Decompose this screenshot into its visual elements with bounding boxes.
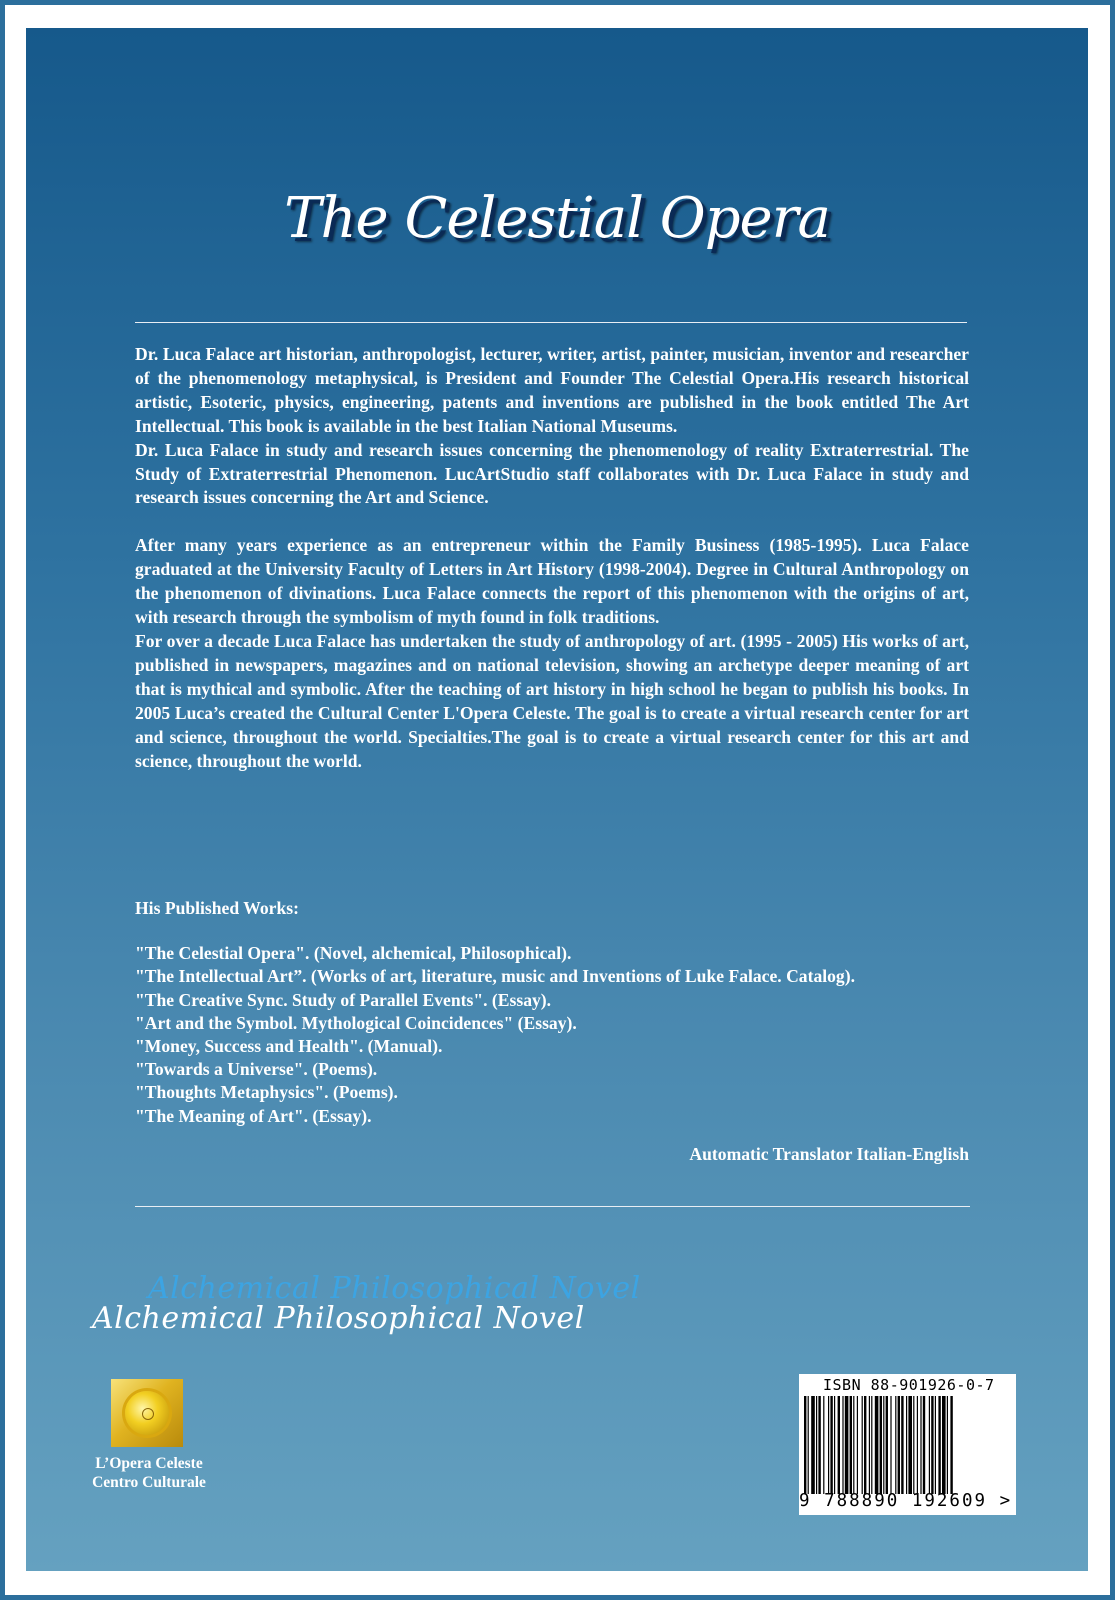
tagline-echo: Alchemical Philosophical Novel <box>148 1271 641 1306</box>
list-item: "Art and the Symbol. Mythological Coincidences" (Essay). <box>135 1012 577 1033</box>
tagline: Alchemical Philosophical Novel <box>92 1301 585 1336</box>
publisher-logo-icon <box>111 1379 183 1447</box>
list-item: "The Meaning of Art". (Essay). <box>135 1105 372 1126</box>
isbn-number: ISBN 88-901926-0-7 <box>823 1376 995 1394</box>
bio-paragraph: Dr. Luca Falace art historian, anthropologist, lecturer, writer, artist, painter, musician, inventor and researcher of the phenomenology metaphysical, is President and Founder The Celestial Opera.His research historical artistic, Esoteric, physics, engineering, patents and inventions are published in the book entitled The Art Intellectual. This book is available in the best Italian National Museums. <box>135 344 969 436</box>
list-item: "Thoughts Metaphysics". (Poems). <box>135 1082 398 1103</box>
translator-note: Automatic Translator Italian-English <box>689 1144 969 1164</box>
publisher-line: L’Opera Celeste <box>95 1455 203 1472</box>
bio-paragraph: For over a decade Luca Falace has undertaken the study of anthropology of art. (1995 - 2005) His works of art, published in newspapers, magazines and on national television, showing an archetype deeper meaning of art that is mythical and symbolic. After the teaching of art history in high school he began to publish his books. In 2005 Luca’s created the Cultural Center L'Opera Celeste. The goal is to create a virtual research center for art and science, throughout the world. Specialties.The goal is to create a virtual research center for this art and science, throughout the world. <box>135 630 969 771</box>
ean-number: 9 788890 192609 > <box>799 1491 1013 1511</box>
book-cover <box>26 28 1088 1571</box>
barcode-bars-icon <box>802 1396 1002 1494</box>
isbn-barcode <box>799 1374 1016 1515</box>
list-item: "Towards a Universe". (Poems). <box>135 1059 378 1080</box>
works-heading: His Published Works: <box>135 898 299 918</box>
list-item: "The Intellectual Art”. (Works of art, literature, music and Inventions of Luke Falace. Catalog). <box>135 966 855 987</box>
author-biography <box>135 343 969 773</box>
divider-bottom <box>135 1206 970 1207</box>
works-list <box>135 942 969 1128</box>
publisher-name <box>84 1454 214 1492</box>
cover-title: The Celestial Opera <box>284 186 830 251</box>
published-works <box>135 897 969 1128</box>
list-item: "The Celestial Opera". (Novel, alchemical, Philosophical). <box>135 943 572 964</box>
divider-top <box>135 322 967 323</box>
bio-paragraph: Dr. Luca Falace in study and research issues concerning the phenomenology of reality Extraterrestrial. The Study of Extraterrestrial Phenomenon. LucArtStudio staff collaborates with Dr. Luca Falace in study and research issues concerning the Art and Science. <box>135 439 969 508</box>
list-item: "Money, Success and Health". (Manual). <box>135 1036 443 1057</box>
list-item: "The Creative Sync. Study of Parallel Events". (Essay). <box>135 989 552 1010</box>
publisher-line: Centro Culturale <box>92 1474 206 1491</box>
bio-paragraph: After many years experience as an entrepreneur within the Family Business (1985-1995). Luca Falace graduated at the University Faculty of Letters in Art History (1998-2004). Degree in Cultural Anthropology on the phenomenon of divinations. Luca Falace connects the report of this phenomenon with the origins of art, with research through the symbolism of myth found in folk traditions. <box>135 535 969 628</box>
